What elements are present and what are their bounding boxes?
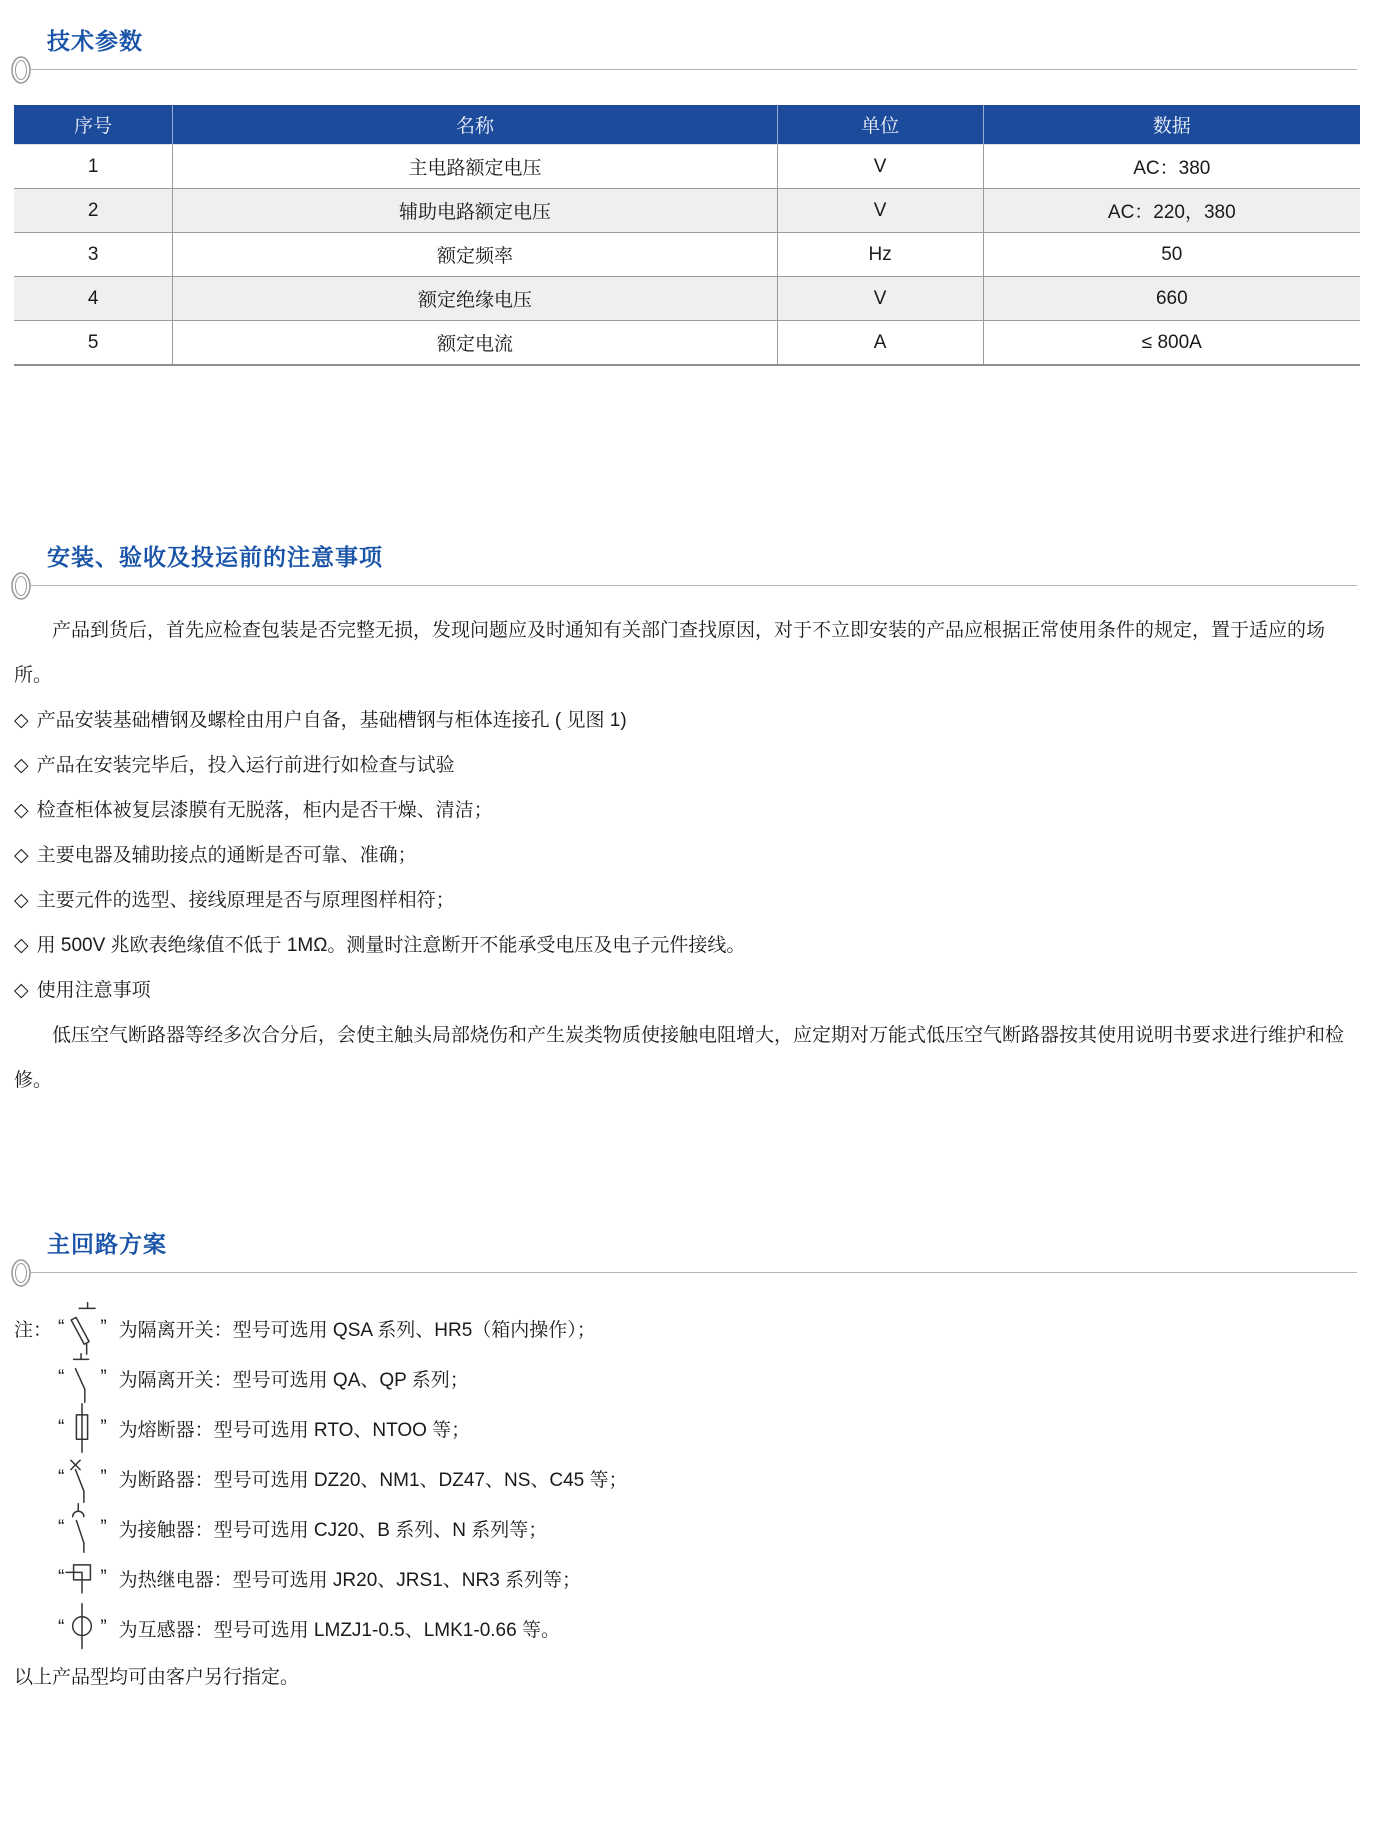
- quote-mark: ”: [100, 1467, 107, 1488]
- table-cell: Hz: [777, 233, 983, 277]
- checklist-text: 主要电器及辅助接点的通断是否可靠、准确；: [36, 845, 417, 866]
- params-table: [14, 105, 1360, 366]
- section-heading: [0, 26, 1373, 84]
- section-title: 安装、验收及投运前的注意事项: [47, 544, 383, 570]
- legend-item: [14, 1403, 1359, 1453]
- legend-footer: 以上产品型均可由客户另行指定。: [14, 1667, 300, 1688]
- checklist-item: [14, 788, 1359, 833]
- quote-mark: ”: [100, 1567, 107, 1588]
- checklist-text: 产品安装基础槽钢及螺栓由用户自备，基础槽钢与柜体连接孔 ( 见图 1): [36, 710, 627, 731]
- table-cell: 660: [983, 277, 1360, 321]
- section-heading: [0, 542, 1373, 600]
- legend-text: 为热继电器：型号可选用 JR20、JRS1、NR3 系列等；: [118, 1569, 582, 1591]
- quote-mark: ”: [100, 1367, 107, 1388]
- table-cell: 2: [14, 189, 173, 233]
- diamond-bullet-icon: ◇: [14, 935, 29, 956]
- quote-mark: “: [58, 1317, 65, 1338]
- install-content: [14, 608, 1359, 1103]
- ring-marker-icon: [9, 1257, 33, 1289]
- table-row: [14, 145, 1360, 189]
- table-cell: ≤ 800A: [983, 321, 1360, 366]
- divider: [30, 1272, 1357, 1273]
- checklist-text: 使用注意事项: [36, 980, 151, 1001]
- table-cell: V: [777, 145, 983, 189]
- table-row: [14, 233, 1360, 277]
- checklist: [14, 698, 1359, 1013]
- quote-mark: “: [58, 1467, 65, 1488]
- divider: [30, 585, 1357, 586]
- checklist-text: 产品在安装完毕后，投入运行前进行如检查与试验: [36, 755, 455, 776]
- quote-mark: ”: [100, 1417, 107, 1438]
- contactor-icon: [64, 1500, 100, 1556]
- heading-rule: [0, 572, 1373, 600]
- checklist-item: [14, 968, 1359, 1013]
- legend-text: 为熔断器：型号可选用 RTO、NTOO 等；: [118, 1419, 471, 1441]
- checklist-item: [14, 923, 1359, 968]
- divider: [30, 69, 1357, 70]
- legend-text: 为互感器：型号可选用 LMZJ1-0.5、LMK1-0.66 等。: [118, 1619, 560, 1641]
- closing-paragraph: 低压空气断路器等经多次合分后，会使主触头局部烧伤和产生炭类物质使接触电阻增大，应定期对万能式低压空气断路器按其使用说明书要求进行维护和检修。: [14, 1025, 1345, 1091]
- table-cell: 额定绝缘电压: [173, 277, 777, 321]
- legend-item: [14, 1303, 1359, 1353]
- column-header: 数据: [983, 105, 1360, 145]
- diamond-bullet-icon: ◇: [14, 845, 29, 866]
- quote-mark: ”: [100, 1317, 107, 1338]
- legend-item: [14, 1603, 1359, 1653]
- params-table-body: [14, 145, 1360, 366]
- ring-marker-icon: [9, 570, 33, 602]
- legend-text: 为隔离开关：型号可选用 QA、QP 系列；: [118, 1369, 469, 1391]
- column-header: 序号: [14, 105, 173, 145]
- breaker-icon: [64, 1450, 100, 1506]
- checklist-text: 检查柜体被复层漆膜有无脱落，柜内是否干燥、清洁；: [36, 800, 493, 821]
- checklist-item: [14, 878, 1359, 923]
- diamond-bullet-icon: ◇: [14, 800, 29, 821]
- section-main-circuit: [0, 1229, 1373, 1693]
- table-row: [14, 321, 1360, 366]
- table-cell: 辅助电路额定电压: [173, 189, 777, 233]
- fused-isolator-icon: [64, 1300, 100, 1356]
- table-cell: AC：380: [983, 145, 1360, 189]
- quote-mark: “: [58, 1367, 65, 1388]
- quote-mark: “: [58, 1617, 65, 1638]
- section-install-notes: [0, 542, 1373, 1103]
- table-header-row: [14, 105, 1360, 145]
- quote-mark: “: [58, 1517, 65, 1538]
- checklist-text: 主要元件的选型、接线原理是否与原理图样相符；: [36, 890, 455, 911]
- table-cell: 4: [14, 277, 173, 321]
- checklist-text: 用 500V 兆欧表绝缘值不低于 1MΩ。测量时注意断开不能承受电压及电子元件接线。: [36, 935, 746, 956]
- table-cell: 额定频率: [173, 233, 777, 277]
- legend-item: [14, 1353, 1359, 1403]
- fuse-icon: [64, 1400, 100, 1456]
- diamond-bullet-icon: ◇: [14, 710, 29, 731]
- table-row: [14, 277, 1360, 321]
- quote-mark: “: [58, 1417, 65, 1438]
- section-technical-params: [0, 0, 1373, 366]
- transformer-icon: [64, 1600, 100, 1656]
- isolator-icon: [64, 1350, 100, 1406]
- legend-text: 为接触器：型号可选用 CJ20、B 系列、N 系列等；: [118, 1519, 548, 1541]
- section-heading: [0, 1229, 1373, 1287]
- table-cell: V: [777, 189, 983, 233]
- legend-text: 为隔离开关：型号可选用 QSA 系列、HR5（箱内操作）；: [118, 1319, 596, 1341]
- table-cell: 5: [14, 321, 173, 366]
- section-title: 主回路方案: [47, 1231, 167, 1257]
- diamond-bullet-icon: ◇: [14, 755, 29, 776]
- thermal-relay-icon: [64, 1550, 100, 1606]
- intro-paragraph: 产品到货后，首先应检查包装是否完整无损，发现问题应及时通知有关部门查找原因，对于不立即安装的产品应根据正常使用条件的规定，置于适应的场所。: [14, 620, 1326, 686]
- column-header: 名称: [173, 105, 777, 145]
- table-cell: 1: [14, 145, 173, 189]
- table-cell: 50: [983, 233, 1360, 277]
- table-cell: 主电路额定电压: [173, 145, 777, 189]
- legend-item: [14, 1503, 1359, 1553]
- checklist-item: [14, 743, 1359, 788]
- table-cell: A: [777, 321, 983, 366]
- table-cell: V: [777, 277, 983, 321]
- heading-rule: [0, 56, 1373, 84]
- legend-item: [14, 1453, 1359, 1503]
- checklist-item: [14, 698, 1359, 743]
- quote-mark: “: [58, 1567, 65, 1588]
- heading-rule: [0, 1259, 1373, 1287]
- legend-list: [14, 1303, 1359, 1653]
- legend-text: 为断路器：型号可选用 DZ20、NM1、DZ47、NS、C45 等；: [118, 1469, 628, 1491]
- checklist-item: [14, 833, 1359, 878]
- diamond-bullet-icon: ◇: [14, 890, 29, 911]
- column-header: 单位: [777, 105, 983, 145]
- table-cell: AC：220，380: [983, 189, 1360, 233]
- table-cell: 额定电流: [173, 321, 777, 366]
- diamond-bullet-icon: ◇: [14, 980, 29, 1001]
- ring-marker-icon: [9, 54, 33, 86]
- legend-item: [14, 1553, 1359, 1603]
- page-title: 技术参数: [47, 28, 143, 54]
- table-cell: 3: [14, 233, 173, 277]
- quote-mark: ”: [100, 1517, 107, 1538]
- quote-mark: ”: [100, 1617, 107, 1638]
- note-label: 注：: [14, 1319, 53, 1341]
- table-row: [14, 189, 1360, 233]
